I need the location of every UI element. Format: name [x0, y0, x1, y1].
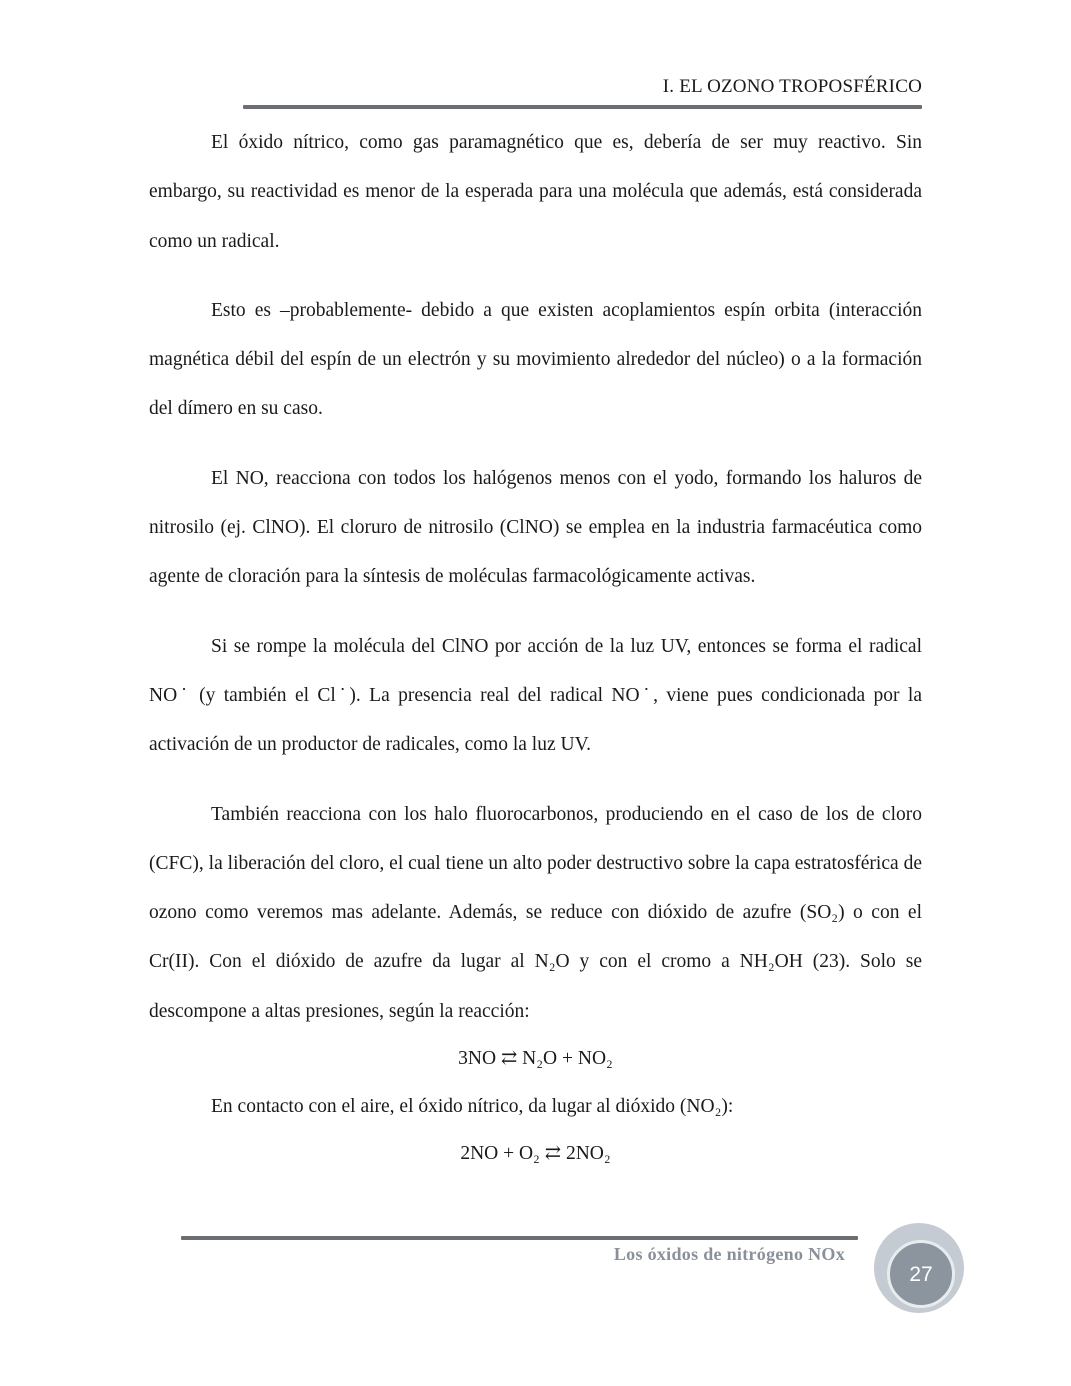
- paragraph-2: Esto es –probablemente- debido a que existen acoplamientos espín orbita (interacción magnética débil del espín de un electrón y su movimiento alrededor del núcleo) o a la formación del dímero en su caso.: [149, 299, 922, 420]
- paragraph-5: También reacciona con los halo fluorocarbonos, produciendo en el caso de los de cloro (CFC), la liberación del cloro, el cual tiene un alto poder destructivo sobre la capa estratosférica de ozono como veremos mas adelante. Además, se reduce con dióxido de azufre (SO₂) o con el Cr(II). Con el dióxido de azufre da lugar al N₂O y con el cromo a NH₂OH (23). Solo se descompone a altas presiones, según la reacción:: [149, 803, 922, 1022]
- running-header-title: I. EL OZONO TROPOSFÉRICO: [662, 76, 922, 97]
- page-number: 27: [909, 1263, 933, 1286]
- paragraph-1: El óxido nítrico, como gas paramagnético que es, debería de ser muy reactivo. Sin embargo, su reactividad es menor de la esperada para una molécula que además, está considerada como un radical.: [149, 132, 922, 252]
- paragraph-3: El NO, reacciona con todos los halógenos menos con el yodo, formando los haluros de nitrosilo (ej. ClNO). El cloruro de nitrosilo (ClNO) se emplea en la industria farmacéutica como agente de cloración para la síntesis de moléculas farmacológicamente activas.: [149, 467, 922, 588]
- equation-2: 2NO + O₂ ⇄ 2NO₂: [460, 1143, 611, 1165]
- running-footer-title: Los óxidos de nitrógeno NOx: [613, 1244, 845, 1264]
- equation-1: 3NO ⇄ N₂O + NO₂: [458, 1048, 613, 1070]
- header-rule: [243, 105, 922, 109]
- paragraph-6: En contacto con el aire, el óxido nítrico, da lugar al dióxido (NO₂):: [211, 1096, 734, 1118]
- document-body: [149, 118, 922, 1177]
- paragraph-4: Si se rompe la molécula del ClNO por acción de la luz UV, entonces se forma el radical NO˙ (y también el Cl˙). La presencia real del radical NO˙, viene pues condicionada por la activación de un productor de radicales, como la luz UV.: [149, 635, 922, 756]
- footer-rule: [181, 1236, 858, 1240]
